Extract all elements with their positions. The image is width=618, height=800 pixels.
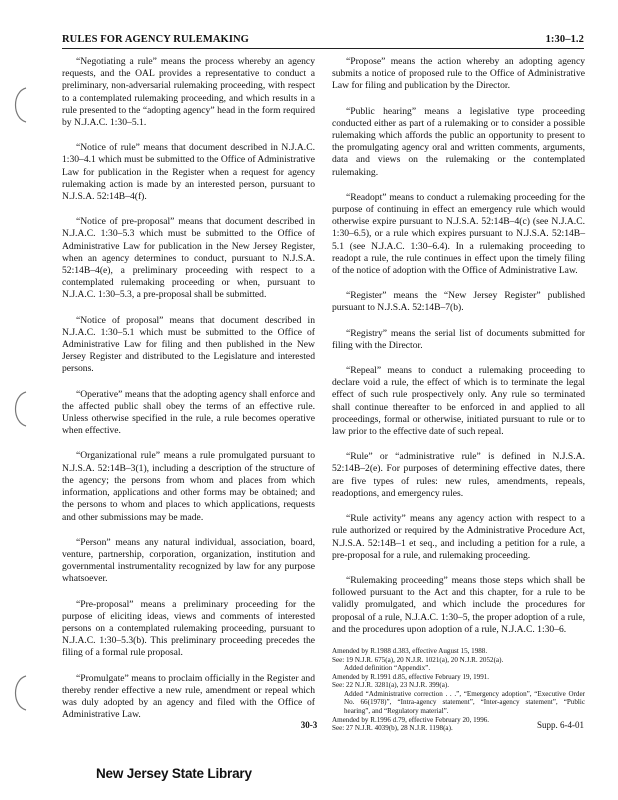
left-column: [62, 56, 315, 721]
definition-rule: “Rule” or “administrative rule” is defined in N.J.S.A. 52:14B–2(e). For purposes of determining effective dates, there are five types of rules: new rules, amendments, repeals, readoptions, and emergency rules.: [332, 451, 585, 499]
definition-negotiating-a-rule: “Negotiating a rule” means the process whereby an agency requests, and the OAL provides a representative to conduct a preliminary, non-adversarial rulemaking proceeding, with respect to a contemplated rulemaking proceeding, and which results in a rule presented to the “adopting agency” head in the form required by N.J.A.C. 1:30–5.1.: [62, 56, 315, 129]
history-line: Amended by R.1996 d.79, effective February 20, 1996.: [332, 715, 490, 724]
history-line: Amended by R.1988 d.383, effective August 15, 1988.: [332, 646, 488, 655]
right-column: [332, 56, 585, 733]
definition-readopt: “Readopt” means to conduct a rulemaking proceeding for the purpose of continuing in effect an emergency rule which would otherwise expire pursuant to N.J.S.A. 52:14B–4(c) (see N.J.A.C. 1:30–6.5), or a rule which expires pursuant to N.J.S.A. 52:14B–5.1 (see N.J.A.C. 1:30–6.4). In a rulemaking proceeding to readopt a rule, the rule continues in effect upon the timely filing of the notice of adoption with the Office of Administrative Law.: [332, 191, 585, 277]
punch-hole-mark-icon: [6, 672, 36, 714]
history-line: See: 27 N.J.R. 4039(b), 28 N.J.R. 1198(a).: [332, 724, 453, 733]
supplement-date: Supp. 6-4-01: [537, 720, 584, 730]
punch-hole-mark-icon: [6, 388, 36, 430]
history-line: See: 19 N.J.R. 675(a), 20 N.J.R. 1021(a), 20 N.J.R. 2052(a).: [332, 655, 504, 664]
definition-notice-of-rule: “Notice of rule” means that document described in N.J.A.C. 1:30–4.1 which must be submitted to the Office of Administrative Law for publication in the Register when a request for agency rulemaking action is made by an interested person, pursuant to N.J.S.A. 52:14B–4(f).: [62, 142, 315, 203]
section-number: 1:30–1.2: [545, 34, 584, 45]
definition-promulgate: “Promulgate” means to proclaim officially in the Register and thereby render effective a new rule, amendment or repeal which was duly adopted by an agency and filed with the Office of Administrative Law.: [62, 672, 315, 721]
definition-propose: “Propose” means the action whereby an adopting agency submits a notice of proposed rule to the Office of Administrative Law for filing and publication by the Director.: [332, 56, 585, 92]
history-line: Added “Administrative correction . . .”, “Emergency adoption”, “Executive Order No. 66(1978)”, “Intra-agency statement”, “Inter-agency statement”, “Public hearing”, and “Regulatory material”.: [344, 689, 585, 716]
definition-notice-of-proposal: “Notice of proposal” means that document described in N.J.A.C. 1:30–5.1 which must be submitted to the Office of Administrative Law for filing and then published in the New Jersey Register and distributed to the Legislature and interested persons.: [62, 314, 315, 375]
definition-repeal: “Repeal” means to conduct a rulemaking proceeding to declare void a rule, the effect of which is to terminate the legal effect of such rule prospectively only. Any rule so terminated shall continue thereafter to be enforced in and applied to all proceedings, formal or otherwise, initiated pursuant to rule or to law prior to the effective date of such repeal.: [332, 365, 585, 438]
definition-registry: “Registry” means the serial list of documents submitted for filing with the Director.: [332, 327, 585, 351]
running-title: RULES FOR AGENCY RULEMAKING: [62, 34, 249, 45]
page-header: [62, 34, 584, 49]
definition-register: “Register” means the “New Jersey Register” published pursuant to N.J.S.A. 52:14B–7(b).: [332, 290, 585, 314]
punch-hole-mark-icon: [6, 84, 36, 126]
definition-rulemaking-proceeding: “Rulemaking proceeding” means those steps which shall be followed pursuant to the Act and this chapter, for a rule to be validly promulgated, and which include the procedures for proposal of a rule, N.J.A.C. 1:30–5, the proper adoption of a rule, and the procedures upon adoption of a rule, N.J.A.C. 1:30–6.: [332, 574, 585, 635]
definition-notice-of-pre-proposal: “Notice of pre-proposal” means that document described in N.J.A.C. 1:30–5.3 which must be submitted to the Office of Administrative Law for publication in the New Jersey Register, when an agency determines to conduct, pursuant to N.J.S.A. 52:14B–4(e), a preliminary proceeding with respect to a contemplated rulemaking proceeding or when, pursuant to N.J.A.C. 1:30–5.3, a pre-proposal shall be submitted.: [62, 216, 315, 301]
history-line: Added definition “Appendix”.: [344, 664, 431, 673]
definition-operative: “Operative” means that the adopting agency shall enforce and the affected public shall obey the terms of an effective rule. Unless otherwise specified in the rule, a rule becomes operative when effective.: [62, 388, 315, 437]
definition-public-hearing: “Public hearing” means a legislative type proceeding conducted either as part of a rulemaking or to consider a possible rulemaking which affords the public an opportunity to present to the promulgating agency oral and written comments, arguments, data and views on the rulemaking or the contemplated rulemaking.: [332, 105, 585, 178]
history-line: See: 22 N.J.R. 3281(a), 23 N.J.R. 399(a).: [332, 681, 450, 690]
page-number: 30-3: [300, 720, 318, 730]
library-stamp: New Jersey State Library: [96, 766, 252, 781]
history-line: Amended by R.1991 d.85, effective February 19, 1991.: [332, 672, 490, 681]
definition-pre-proposal: “Pre-proposal” means a preliminary proceeding for the purpose of eliciting ideas, views and comments of interested persons on a contemplated rulemaking proceeding, pursuant to N.J.A.C. 1:30–5.3(b). This preliminary proceeding precedes the filing of a formal rule proposal.: [62, 598, 315, 659]
definition-organizational-rule: “Organizational rule” means a rule promulgated pursuant to N.J.S.A. 52:14B–3(1), including a description of the structure of the agency; the persons from whom and places from which information, applications and other forms may be obtained; and the persons to whom and places to which applications, requests and other submissions may be made.: [62, 450, 315, 523]
definition-person: “Person” means any natural individual, association, board, venture, partnership, corporation, organization, institution and governmental instrumentality recognized by law for any purpose whatsoever.: [62, 536, 315, 585]
definition-rule-activity: “Rule activity” means any agency action with respect to a rule authorized or required by the Administrative Procedure Act, N.J.S.A. 52:14B–1 et seq., and including a petition for a rule, a pre-proposal for a rule, and rulemaking proceeding.: [332, 513, 585, 561]
